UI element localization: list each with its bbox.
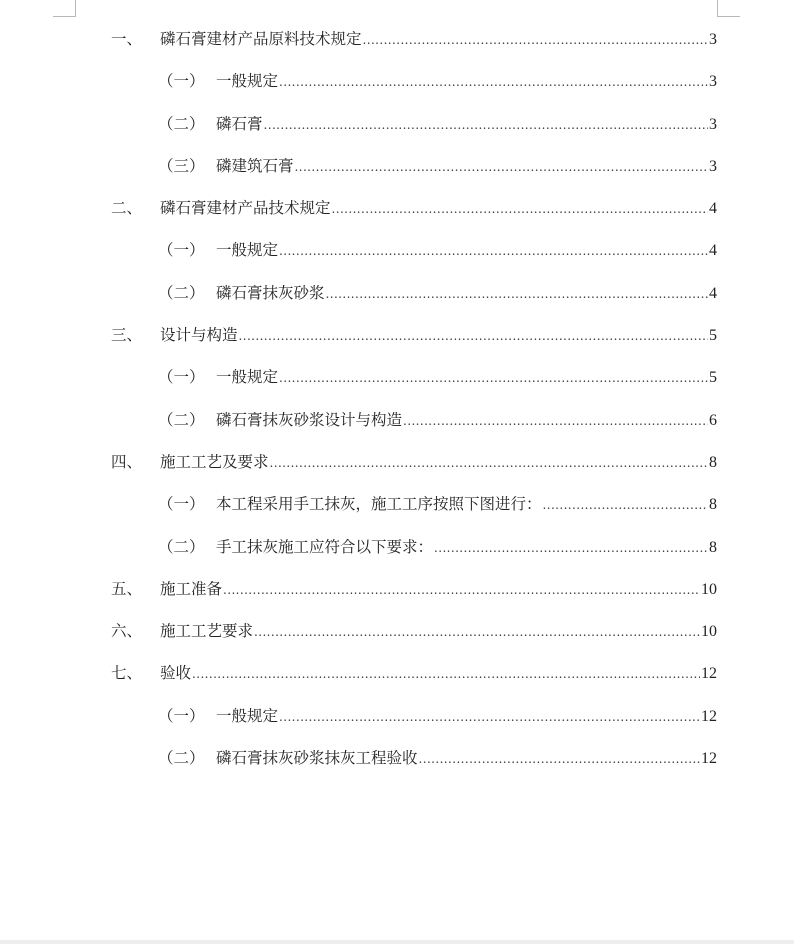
- toc-entry-number: （一）: [158, 72, 205, 91]
- toc-dot-leader: [434, 527, 708, 569]
- toc-dot-leader: [326, 273, 708, 315]
- toc-entry[interactable]: [0, 187, 794, 229]
- toc-entry-number: （一）: [158, 706, 205, 725]
- toc-page-number: 3: [709, 31, 717, 48]
- toc-entry[interactable]: [0, 568, 794, 610]
- toc-entry[interactable]: [0, 272, 794, 314]
- toc-entry[interactable]: [0, 60, 794, 102]
- toc-entry[interactable]: [0, 145, 794, 187]
- toc-page-number: 6: [709, 411, 717, 429]
- toc-dot-leader: [363, 19, 708, 61]
- toc-page-number: 3: [709, 73, 717, 91]
- toc-entry-title: 验收: [160, 664, 192, 683]
- toc-entry-title: 磷石膏抹灰砂浆设计与构造: [216, 410, 403, 429]
- toc-entry-title: 磷建筑石膏: [216, 156, 294, 175]
- toc-dot-leader: [403, 400, 708, 442]
- toc-dot-leader: [270, 442, 708, 484]
- toc-page-number: 12: [701, 707, 717, 725]
- toc-dot-leader: [279, 357, 708, 399]
- toc-dot-leader: [279, 230, 708, 272]
- toc-entry-title: 磷石膏抹灰砂浆抹灰工程验收: [216, 749, 418, 768]
- toc-dot-leader: [332, 188, 708, 230]
- toc-dot-leader: [419, 738, 700, 780]
- toc-entry-number: 三、: [111, 326, 143, 345]
- toc-entry-title: 设计与构造: [160, 326, 238, 345]
- toc-dot-leader: [223, 569, 700, 611]
- toc-entry-number: （二）: [158, 283, 205, 302]
- top-left-margin-mark: [53, 0, 76, 17]
- toc-entry[interactable]: [0, 652, 794, 694]
- toc-dot-leader: [543, 484, 708, 526]
- toc-entry[interactable]: [0, 399, 794, 441]
- table-of-contents: [0, 18, 794, 779]
- toc-entry-title: 施工工艺及要求: [160, 452, 269, 471]
- toc-entry-number: （二）: [158, 537, 205, 556]
- toc-entry-number: 七、: [111, 664, 143, 683]
- toc-entry[interactable]: [0, 737, 794, 779]
- toc-entry[interactable]: [0, 356, 794, 398]
- toc-entry-title: 施工工艺要求: [160, 622, 254, 641]
- toc-entry-title: 一般规定: [216, 368, 279, 387]
- toc-entry-title: 施工准备: [160, 579, 223, 598]
- toc-entry[interactable]: [0, 483, 794, 525]
- toc-entry[interactable]: [0, 610, 794, 652]
- toc-page-number: 8: [709, 453, 717, 471]
- toc-page-number: 10: [701, 580, 717, 598]
- toc-entry-number: 六、: [111, 622, 143, 641]
- toc-entry-title: 磷石膏抹灰砂浆: [216, 283, 325, 302]
- toc-dot-leader: [192, 653, 700, 695]
- toc-page-number: 10: [701, 623, 717, 641]
- toc-entry-number: （一）: [158, 495, 205, 514]
- toc-page-number: 4: [709, 242, 717, 260]
- page-bottom-edge: [0, 940, 794, 944]
- toc-entry-number: （二）: [158, 114, 205, 133]
- toc-entry-number: （一）: [158, 368, 205, 387]
- toc-entry-number: 二、: [111, 199, 143, 218]
- toc-page-number: 5: [709, 327, 717, 345]
- toc-entry-title: 一般规定: [216, 241, 279, 260]
- toc-page-number: 8: [709, 538, 717, 556]
- toc-entry-title: 本工程采用手工抹灰，施工工序按照下图进行：: [216, 495, 542, 514]
- toc-entry-title: 手工抹灰施工应符合以下要求：: [216, 537, 434, 556]
- toc-page-number: 3: [709, 115, 717, 133]
- toc-page-number: 5: [709, 369, 717, 387]
- toc-entry[interactable]: [0, 526, 794, 568]
- toc-dot-leader: [239, 315, 708, 357]
- toc-entry[interactable]: [0, 314, 794, 356]
- toc-dot-leader: [254, 611, 700, 653]
- toc-page-number: 12: [701, 750, 717, 768]
- toc-entry-title: 一般规定: [216, 706, 279, 725]
- toc-entry-title: 一般规定: [216, 72, 279, 91]
- toc-dot-leader: [264, 104, 708, 146]
- toc-entry[interactable]: [0, 695, 794, 737]
- toc-entry-title: 磷石膏建材产品技术规定: [160, 199, 331, 218]
- toc-page-number: 4: [709, 200, 717, 218]
- toc-dot-leader: [279, 61, 708, 103]
- top-right-margin-mark: [717, 0, 740, 17]
- toc-dot-leader: [295, 146, 708, 188]
- toc-entry[interactable]: [0, 441, 794, 483]
- toc-entry-number: 一、: [111, 30, 143, 48]
- toc-entry-number: （二）: [158, 749, 205, 768]
- toc-page-number: 8: [709, 496, 717, 514]
- toc-entry-title: 磷石膏建材产品原料技术规定: [160, 30, 362, 48]
- toc-entry[interactable]: [0, 103, 794, 145]
- toc-entry-number: 五、: [111, 579, 143, 598]
- toc-entry-number: （一）: [158, 241, 205, 260]
- toc-page-number: 12: [701, 665, 717, 683]
- toc-entry-number: 四、: [111, 452, 143, 471]
- toc-entry-title: 磷石膏: [216, 114, 263, 133]
- toc-page-number: 3: [709, 157, 717, 175]
- toc-entry[interactable]: [0, 229, 794, 271]
- toc-dot-leader: [279, 696, 700, 738]
- toc-entry[interactable]: [0, 18, 794, 60]
- toc-entry-number: （二）: [158, 410, 205, 429]
- toc-page-number: 4: [709, 284, 717, 302]
- toc-entry-number: （三）: [158, 156, 205, 175]
